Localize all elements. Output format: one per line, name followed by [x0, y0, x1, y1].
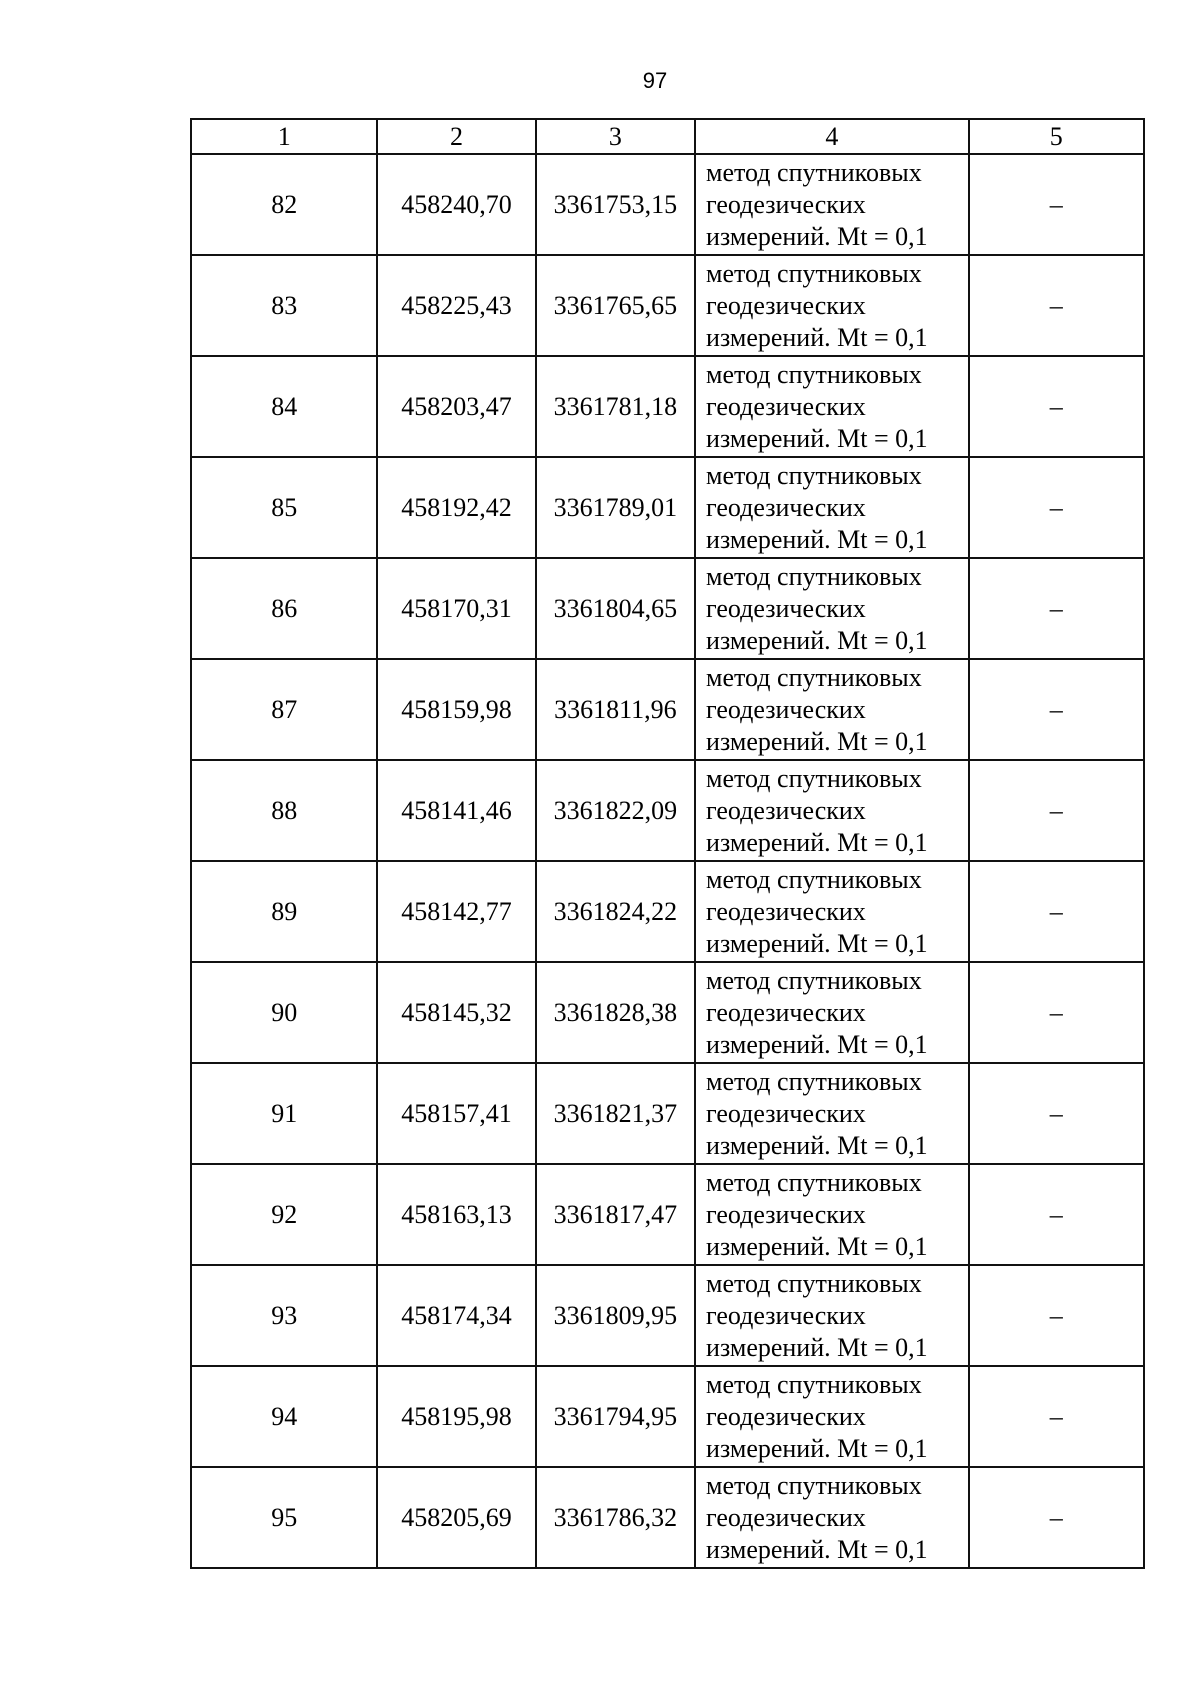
y-coordinate-cell: 3361828,38 [536, 962, 695, 1063]
method-line: метод спутниковых [706, 460, 922, 490]
method-cell [695, 154, 969, 255]
y-coordinate-cell: 3361781,18 [536, 356, 695, 457]
note-cell: – [969, 558, 1144, 659]
y-coordinate-cell: 3361794,95 [536, 1366, 695, 1467]
method-cell [695, 1063, 969, 1164]
method-line: измерений. Mt = 0,1 [706, 524, 928, 554]
table-row [191, 962, 1144, 1063]
method-cell [695, 457, 969, 558]
method-line: геодезических [706, 1199, 866, 1229]
method-line: геодезических [706, 795, 866, 825]
x-coordinate-cell: 458142,77 [377, 861, 535, 962]
method-line: измерений. Mt = 0,1 [706, 726, 928, 756]
method-line: геодезических [706, 1401, 866, 1431]
y-coordinate-cell: 3361824,22 [536, 861, 695, 962]
y-coordinate-cell: 3361786,32 [536, 1467, 695, 1568]
table-row [191, 1265, 1144, 1366]
method-line: метод спутниковых [706, 1066, 922, 1096]
method-line: геодезических [706, 391, 866, 421]
method-line: метод спутниковых [706, 763, 922, 793]
method-line: метод спутниковых [706, 1268, 922, 1298]
x-coordinate-cell: 458159,98 [377, 659, 535, 760]
x-coordinate-cell: 458203,47 [377, 356, 535, 457]
note-cell: – [969, 1063, 1144, 1164]
x-coordinate-cell: 458145,32 [377, 962, 535, 1063]
y-coordinate-cell: 3361811,96 [536, 659, 695, 760]
method-cell [695, 861, 969, 962]
table-row [191, 760, 1144, 861]
method-cell [695, 255, 969, 356]
table-row [191, 255, 1144, 356]
method-line: измерений. Mt = 0,1 [706, 1130, 928, 1160]
method-line: измерений. Mt = 0,1 [706, 1332, 928, 1362]
method-line: метод спутниковых [706, 258, 922, 288]
y-coordinate-cell: 3361789,01 [536, 457, 695, 558]
method-line: измерений. Mt = 0,1 [706, 221, 928, 251]
method-line: измерений. Mt = 0,1 [706, 1534, 928, 1564]
method-line: измерений. Mt = 0,1 [706, 625, 928, 655]
method-cell [695, 760, 969, 861]
method-line: измерений. Mt = 0,1 [706, 322, 928, 352]
method-line: измерений. Mt = 0,1 [706, 423, 928, 453]
method-cell [695, 962, 969, 1063]
note-cell: – [969, 1164, 1144, 1265]
note-cell: – [969, 154, 1144, 255]
note-cell: – [969, 457, 1144, 558]
note-cell: – [969, 1265, 1144, 1366]
x-coordinate-cell: 458240,70 [377, 154, 535, 255]
method-line: метод спутниковых [706, 1470, 922, 1500]
method-line: измерений. Mt = 0,1 [706, 1029, 928, 1059]
page-number: 97 [642, 68, 668, 93]
table-row [191, 1467, 1144, 1568]
table-row [191, 1063, 1144, 1164]
note-cell: – [969, 255, 1144, 356]
method-line: измерений. Mt = 0,1 [706, 1433, 928, 1463]
method-cell [695, 1164, 969, 1265]
column-header: 3 [536, 119, 695, 154]
point-number-cell: 90 [191, 962, 377, 1063]
point-number-cell: 95 [191, 1467, 377, 1568]
method-line: геодезических [706, 593, 866, 623]
point-number-cell: 92 [191, 1164, 377, 1265]
note-cell: – [969, 659, 1144, 760]
method-line: метод спутниковых [706, 561, 922, 591]
point-number-cell: 94 [191, 1366, 377, 1467]
point-number-cell: 91 [191, 1063, 377, 1164]
y-coordinate-cell: 3361817,47 [536, 1164, 695, 1265]
method-line: измерений. Mt = 0,1 [706, 1231, 928, 1261]
note-cell: – [969, 861, 1144, 962]
point-number-cell: 83 [191, 255, 377, 356]
point-number-cell: 86 [191, 558, 377, 659]
note-cell: – [969, 1366, 1144, 1467]
method-line: метод спутниковых [706, 157, 922, 187]
point-number-cell: 82 [191, 154, 377, 255]
method-cell [695, 1467, 969, 1568]
method-line: геодезических [706, 492, 866, 522]
table-row [191, 457, 1144, 558]
table-header-row [191, 119, 1144, 154]
table-row [191, 154, 1144, 255]
table-row [191, 861, 1144, 962]
method-cell [695, 659, 969, 760]
method-line: метод спутниковых [706, 359, 922, 389]
point-number-cell: 87 [191, 659, 377, 760]
method-line: метод спутниковых [706, 662, 922, 692]
point-number-cell: 84 [191, 356, 377, 457]
method-line: метод спутниковых [706, 1369, 922, 1399]
method-line: геодезических [706, 189, 866, 219]
y-coordinate-cell: 3361821,37 [536, 1063, 695, 1164]
column-header: 2 [377, 119, 535, 154]
x-coordinate-cell: 458205,69 [377, 1467, 535, 1568]
method-cell [695, 558, 969, 659]
method-line: геодезических [706, 290, 866, 320]
note-cell: – [969, 1467, 1144, 1568]
column-header: 1 [191, 119, 377, 154]
column-header: 4 [695, 119, 969, 154]
table-row [191, 558, 1144, 659]
method-line: метод спутниковых [706, 1167, 922, 1197]
point-number-cell: 85 [191, 457, 377, 558]
x-coordinate-cell: 458225,43 [377, 255, 535, 356]
method-line: измерений. Mt = 0,1 [706, 928, 928, 958]
table-row [191, 659, 1144, 760]
coordinates-table [190, 118, 1145, 1569]
column-header: 5 [969, 119, 1144, 154]
y-coordinate-cell: 3361753,15 [536, 154, 695, 255]
x-coordinate-cell: 458192,42 [377, 457, 535, 558]
x-coordinate-cell: 458195,98 [377, 1366, 535, 1467]
x-coordinate-cell: 458163,13 [377, 1164, 535, 1265]
note-cell: – [969, 356, 1144, 457]
table-row [191, 356, 1144, 457]
method-line: геодезических [706, 694, 866, 724]
point-number-cell: 88 [191, 760, 377, 861]
note-cell: – [969, 760, 1144, 861]
method-line: метод спутниковых [706, 864, 922, 894]
method-line: геодезических [706, 1098, 866, 1128]
method-cell [695, 1265, 969, 1366]
x-coordinate-cell: 458174,34 [377, 1265, 535, 1366]
x-coordinate-cell: 458170,31 [377, 558, 535, 659]
method-line: метод спутниковых [706, 965, 922, 995]
method-cell [695, 356, 969, 457]
y-coordinate-cell: 3361809,95 [536, 1265, 695, 1366]
method-line: геодезических [706, 1300, 866, 1330]
y-coordinate-cell: 3361804,65 [536, 558, 695, 659]
method-cell [695, 1366, 969, 1467]
method-line: измерений. Mt = 0,1 [706, 827, 928, 857]
method-line: геодезических [706, 1502, 866, 1532]
table-row [191, 1164, 1144, 1265]
y-coordinate-cell: 3361765,65 [536, 255, 695, 356]
point-number-cell: 89 [191, 861, 377, 962]
method-line: геодезических [706, 896, 866, 926]
x-coordinate-cell: 458141,46 [377, 760, 535, 861]
point-number-cell: 93 [191, 1265, 377, 1366]
x-coordinate-cell: 458157,41 [377, 1063, 535, 1164]
note-cell: – [969, 962, 1144, 1063]
y-coordinate-cell: 3361822,09 [536, 760, 695, 861]
table-row [191, 1366, 1144, 1467]
method-line: геодезических [706, 997, 866, 1027]
